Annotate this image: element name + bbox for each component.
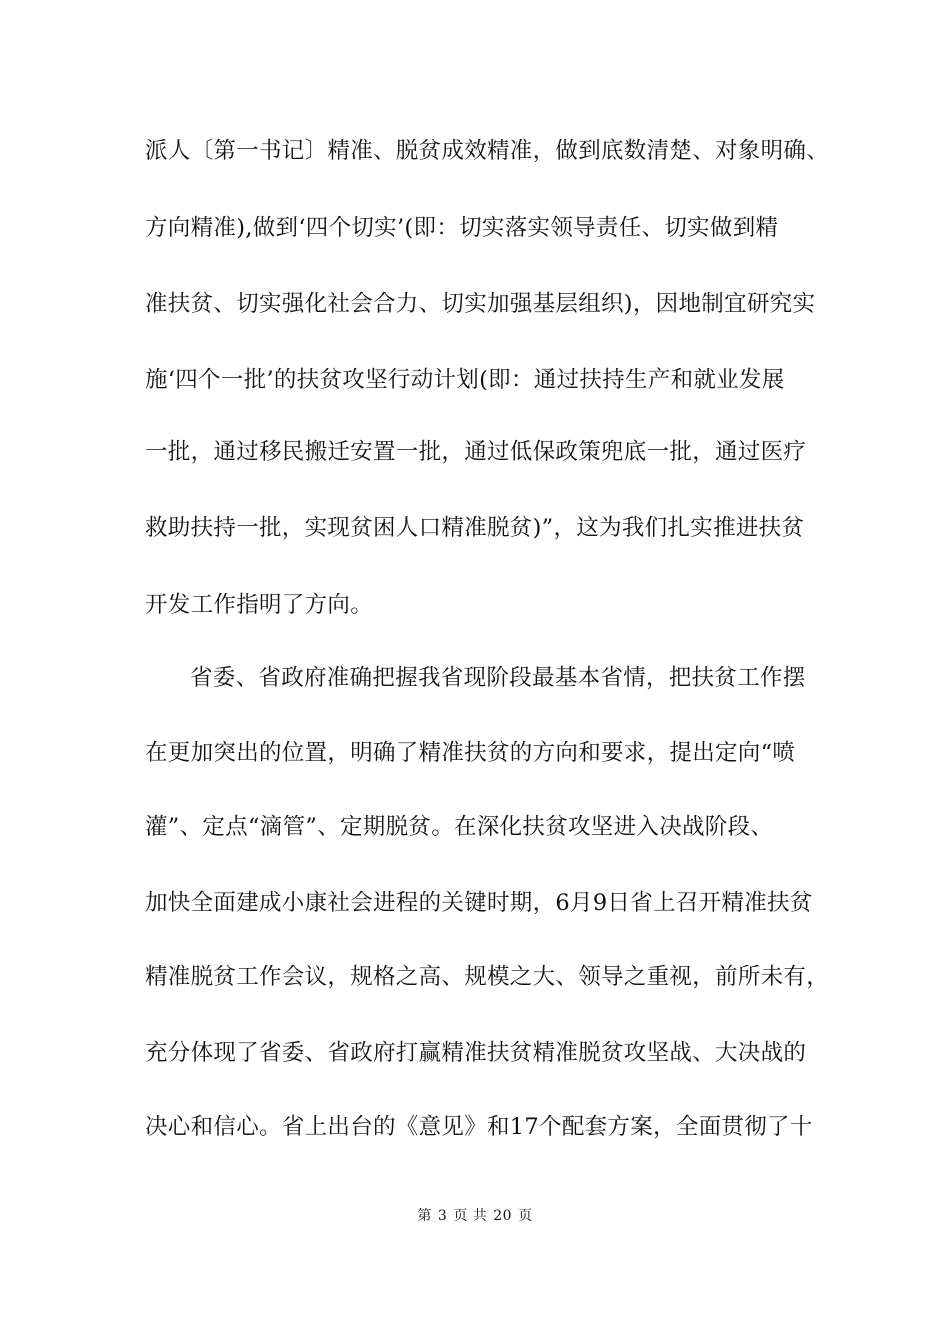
page-footer <box>0 1207 950 1225</box>
paragraph-2-line-4: 加快全面建成小康社会进程的关键时期，6月9日省上召开精准扶贫 <box>145 890 813 916</box>
paragraph-1-line-3: 准扶贫、切实强化社会合力、切实加强基层组织)，因地制宜研究实 <box>145 291 816 317</box>
paragraph-1-line-4: 施‘四个一批’的扶贫攻坚行动计划(即：通过扶持生产和就业发展 <box>145 367 785 393</box>
footer-prefix: 第 <box>417 1208 432 1224</box>
paragraph-1-line-2: 方向精准),做到‘四个切实’(即：切实落实领导责任、切实做到精 <box>145 215 779 241</box>
paragraph-2-line-7: 决心和信心。省上出台的《意见》和17个配套方案，全面贯彻了十 <box>145 1114 813 1140</box>
footer-middle: 页 共 <box>453 1208 488 1224</box>
paragraph-1-line-1: 派人〔第一书记〕精准、脱贫成效精准，做到底数清楚、对象明确、 <box>145 138 830 164</box>
paragraph-2-line-1: 省委、省政府准确把握我省现阶段最基本省情，把扶贫工作摆 <box>190 665 806 691</box>
footer-suffix: 页 <box>518 1208 533 1224</box>
paragraph-1-line-6: 救助扶持一批，实现贫困人口精准脱贫)”，这为我们扎实推进扶贫 <box>145 515 805 541</box>
paragraph-1-line-5: 一批，通过移民搬迁安置一批，通过低保政策兜底一批，通过医疗 <box>145 439 807 465</box>
footer-total-pages: 20 <box>493 1208 513 1224</box>
paragraph-2-line-6: 充分体现了省委、省政府打赢精准扶贫精准脱贫攻坚战、大决战的 <box>145 1040 807 1066</box>
paragraph-2-line-2: 在更加突出的位置，明确了精准扶贫的方向和要求，提出定向“喷 <box>145 740 796 766</box>
paragraph-1-line-7: 开发工作指明了方向。 <box>145 592 374 618</box>
footer-current-page: 3 <box>437 1208 448 1224</box>
paragraph-2-line-3: 灌”、定点“滴管”、定期脱贫。在深化扶贫攻坚进入决战阶段、 <box>145 814 774 840</box>
paragraph-2-line-5: 精准脱贫工作会议，规格之高、规模之大、领导之重视，前所未有， <box>145 964 830 990</box>
